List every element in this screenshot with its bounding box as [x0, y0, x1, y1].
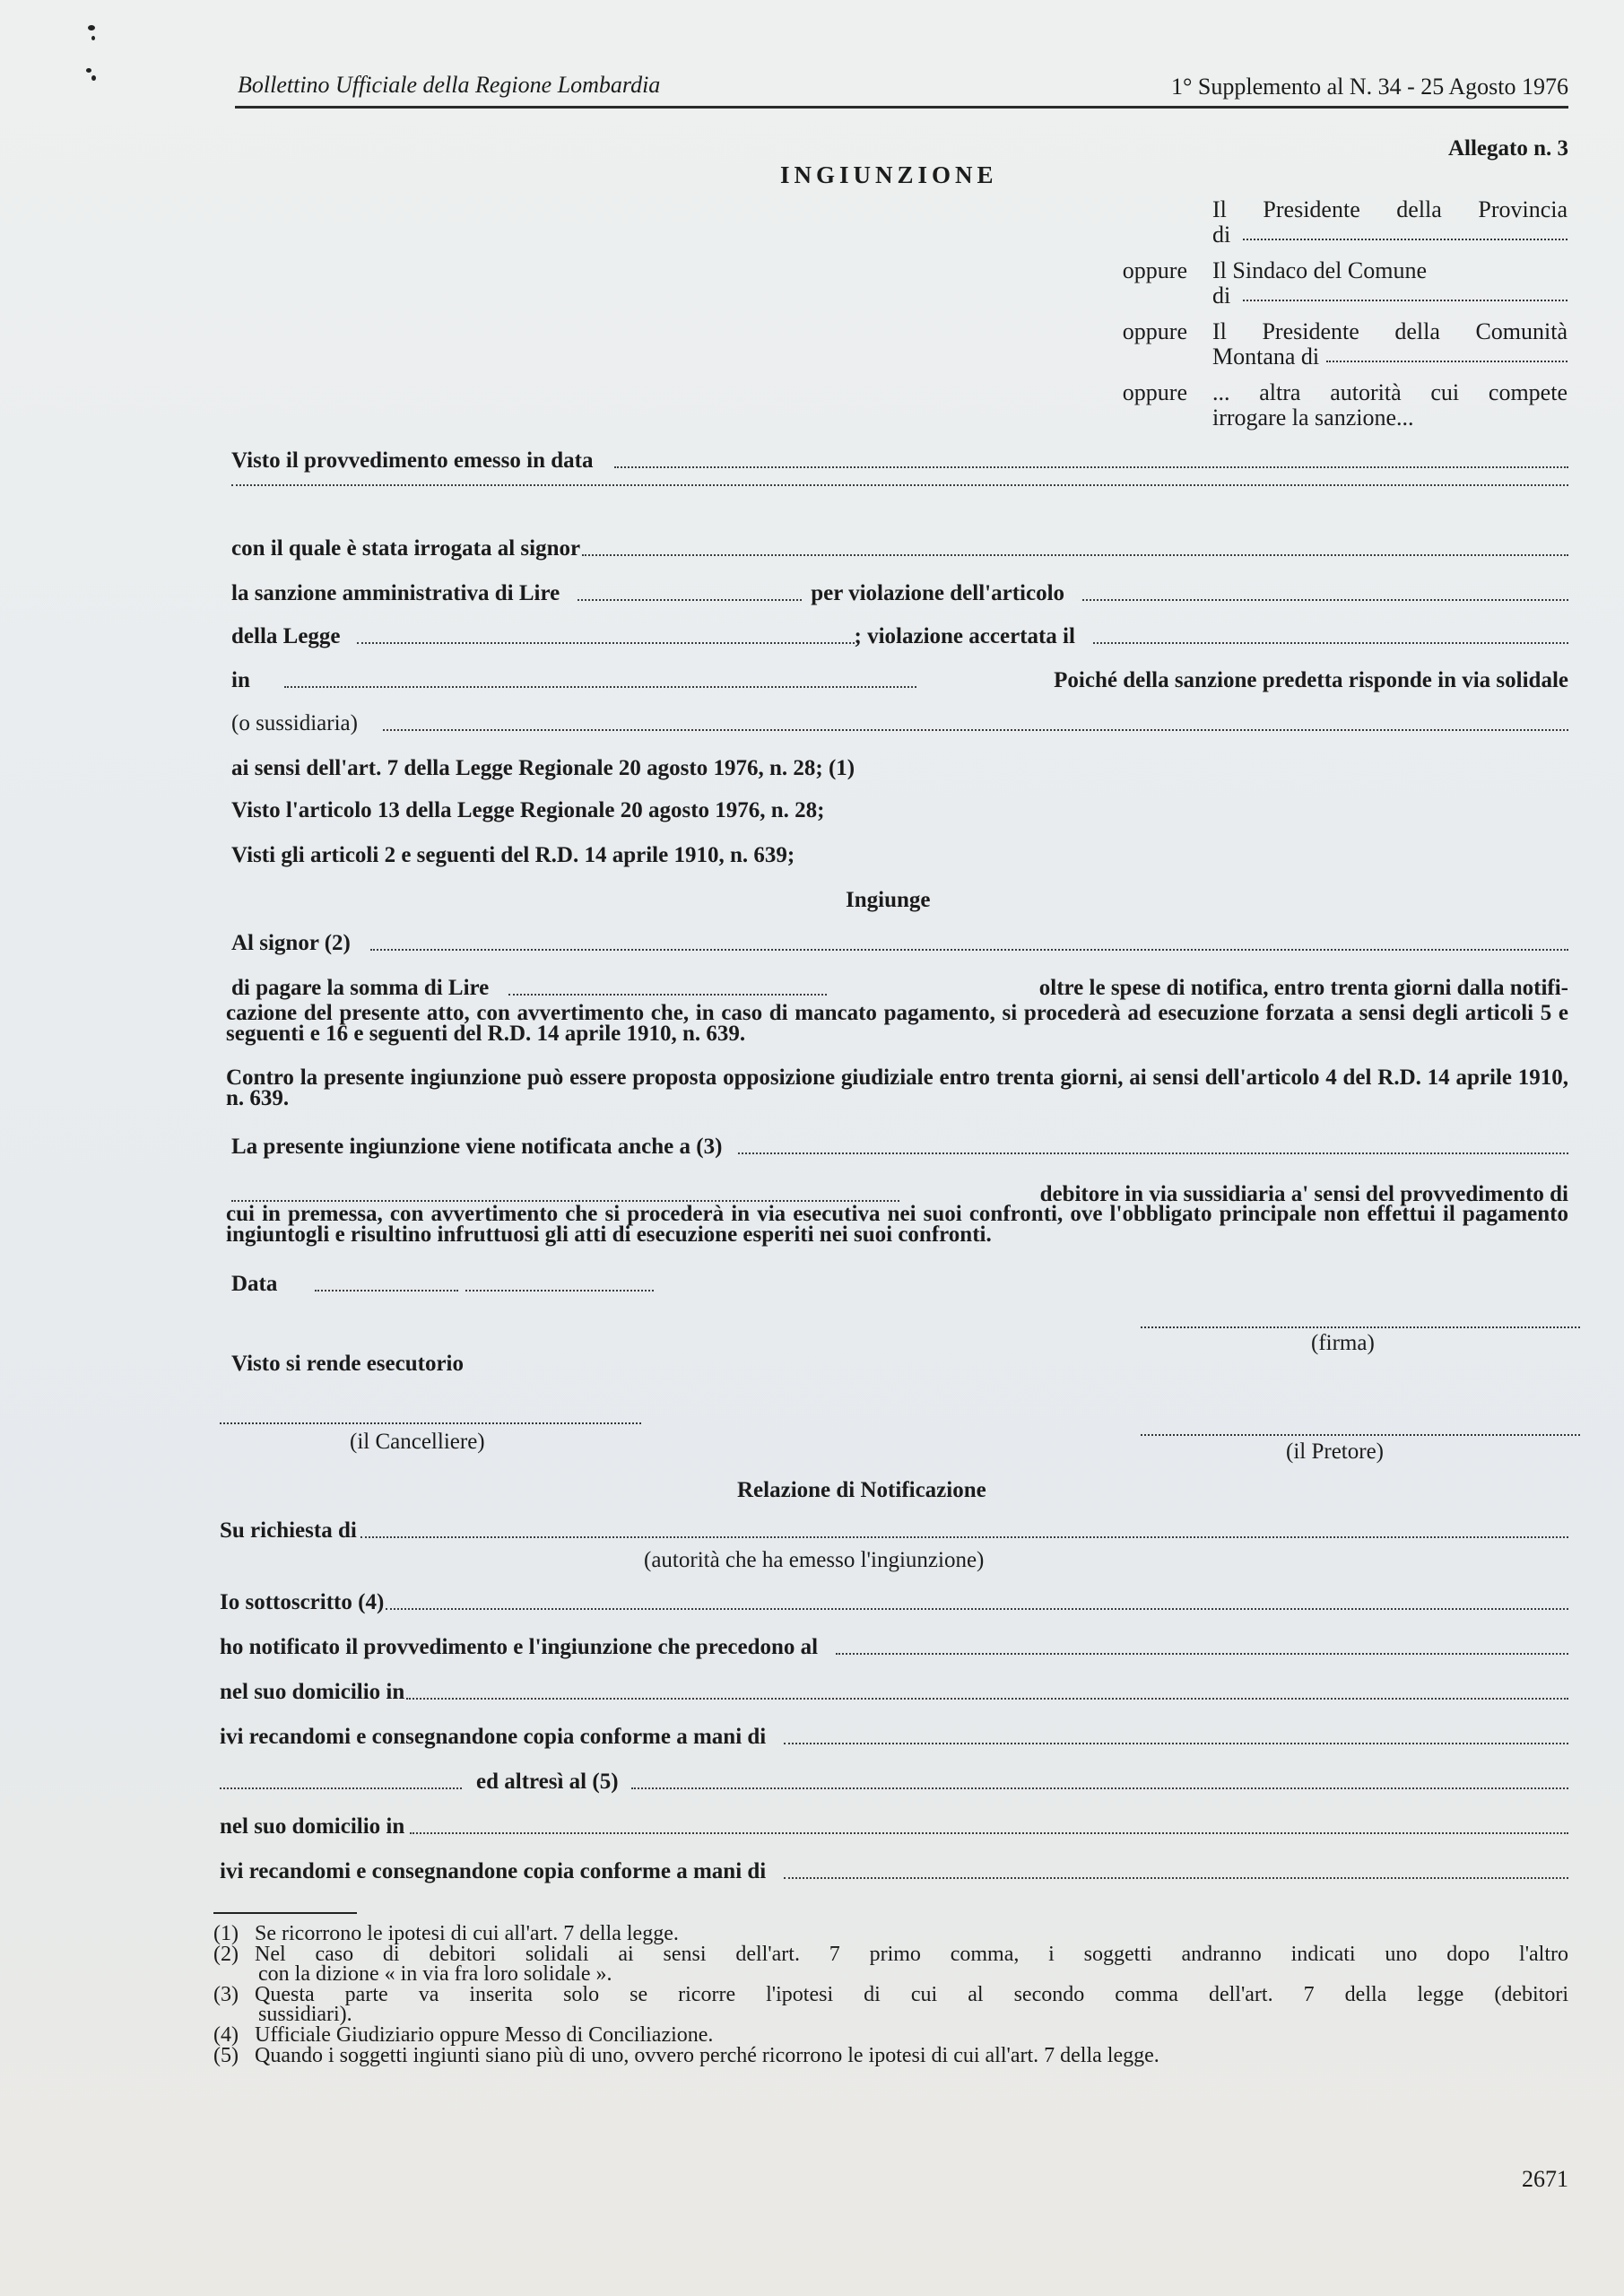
authority-3-line1: Il Presidente della Comunità: [1212, 318, 1568, 344]
label-pretore: (il Pretore): [1286, 1439, 1384, 1464]
footnote-3: [213, 1985, 1568, 2024]
footnote-3-continuation: sussidiari).: [258, 2003, 352, 2026]
field-domicilio-2[interactable]: [410, 1831, 1568, 1834]
row-sussidiaria: [231, 711, 1568, 736]
footnote-1-text: Se ricorrono le ipotesi di cui all'art. 7 della legge.: [255, 1922, 679, 1945]
label-firma: (firma): [1311, 1331, 1375, 1355]
footnote-3-text: Questa parte va inserita solo se ricorre l'ipotesi di cui al secondo comma dell'art. 7 della legge (debitori: [255, 1983, 1568, 2006]
label-oltre-spese: oltre le spese di notifica, entro trenta giorni dalla notifi-: [1038, 976, 1568, 1000]
field-al-signor[interactable]: [370, 948, 1568, 951]
row-visto-provvedimento: [231, 448, 1568, 474]
row-con-il-quale: [231, 536, 1568, 561]
row-recandomi-2: [220, 1859, 1568, 1884]
row-visto-esecutorio: [231, 1352, 464, 1377]
label-debitore: debitore in via sussidiaria a' sensi del provvedimento di: [1039, 1182, 1568, 1206]
label-visto-provvedimento: Visto il provvedimento emesso in data: [231, 448, 594, 473]
field-su-richiesta[interactable]: [360, 1535, 1568, 1538]
row-blank-continuation: [231, 489, 1568, 491]
field-recandomi-1[interactable]: [784, 1742, 1568, 1744]
text-debitore-paragraph: cui in premessa, con avvertimento che si procederà in via esecutiva nei suoi confronti, ove l'obbligato principale non effettui il pagamento ingiuntogli e risultino infruttuosi gli atti di esecuzione esperiti nei suoi confronti.: [226, 1202, 1568, 1247]
footnote-2-number: (2): [213, 1943, 239, 1966]
row-al-signor: [231, 931, 1568, 956]
relazione-heading: Relazione di Notificazione: [737, 1478, 986, 1502]
row-visti-articoli: [231, 843, 1568, 868]
header-rule: [235, 106, 1568, 109]
authority-3-line2: [1212, 344, 1568, 370]
row-notificata-anche: [231, 1135, 1568, 1160]
page-number: 2671: [1522, 2166, 1568, 2192]
ingiunge-heading: Ingiunge: [846, 888, 931, 912]
label-violazione-accertata: ; violazione accertata il: [854, 624, 1075, 648]
label-data: Data: [231, 1272, 278, 1296]
text-visti-articoli: Visti gli articoli 2 e seguenti del R.D. 14 aprile 1910, n. 639;: [231, 843, 795, 867]
row-data: [231, 1272, 654, 1297]
authority-2-line2: [1212, 283, 1568, 309]
authority-1-di: di: [1212, 222, 1231, 248]
row-di-pagare: [231, 976, 1568, 1001]
label-sussidiaria: (o sussidiaria): [231, 711, 358, 735]
firma-signature-line[interactable]: [1141, 1326, 1580, 1328]
label-io-sottoscritto: Io sottoscritto (4): [220, 1590, 385, 1614]
authority-3-montana: Montana di: [1212, 344, 1320, 370]
field-data-giorno[interactable]: [315, 1289, 458, 1292]
field-signor[interactable]: [582, 553, 1568, 556]
label-autorita-note: (autorità che ha emesso l'ingiunzione): [644, 1548, 985, 1572]
label-poiche: Poiché della sanzione predetta risponde in via solidale: [1054, 668, 1568, 692]
footnote-1: [213, 1924, 1568, 1944]
row-io-sottoscritto: [220, 1590, 1568, 1615]
field-legge[interactable]: [357, 641, 855, 644]
footnote-4-number: (4): [213, 2023, 239, 2047]
authority-1-field[interactable]: [1243, 222, 1568, 240]
label-cancelliere: (il Cancelliere): [350, 1430, 485, 1454]
authority-1-line1: Il Presidente della Provincia: [1212, 196, 1568, 222]
row-in: [231, 668, 1568, 693]
scan-speck: [91, 36, 95, 40]
field-luogo[interactable]: [284, 685, 916, 688]
field-articolo[interactable]: [1082, 598, 1568, 601]
authority-2-line1: Il Sindaco del Comune: [1212, 257, 1428, 283]
label-domicilio-2: nel suo domicilio in: [220, 1814, 405, 1839]
row-sanzione: [231, 581, 1568, 606]
authority-4-line1: ... altra autorità cui compete: [1212, 379, 1568, 405]
field-somma-lire[interactable]: [508, 993, 827, 996]
footnote-2-continuation: con la dizione « in via fra loro solidale ».: [258, 1962, 612, 1986]
authority-3-field[interactable]: [1326, 344, 1568, 362]
footnote-5-text: Quando i soggetti ingiunti siano più di uno, ovvero perché ricorrono le ipotesi di cui all'art. 7 della legge.: [255, 2044, 1159, 2067]
label-recandomi-1: ivi recandomi e consegnandone copia conforme a mani di: [220, 1725, 767, 1749]
scan-speck: [88, 25, 95, 30]
field-domicilio-1[interactable]: [406, 1697, 1568, 1700]
label-al-signor: Al signor (2): [231, 931, 351, 955]
field-data-anno[interactable]: [465, 1289, 654, 1292]
authority-2-di: di: [1212, 283, 1231, 309]
text-visto-art13: Visto l'articolo 13 della Legge Regionale 20 agosto 1976, n. 28;: [231, 798, 825, 822]
row-ho-notificato: [220, 1635, 1568, 1660]
footnote-1-number: (1): [213, 1922, 239, 1945]
text-pagare-paragraph: cazione del presente atto, con avvertimento che, in caso di mancato pagamento, si procederà ad esecuzione forzata a sensi degli articoli 5 e seguenti e 16 e seguenti del R.D. 14 aprile 1910, n. 639.: [226, 1001, 1568, 1046]
label-notificata-anche: La presente ingiunzione viene notificata anche a (3): [231, 1135, 723, 1159]
footnote-4: [213, 2025, 1568, 2045]
authority-2-field[interactable]: [1243, 283, 1568, 301]
field-notificata-anche[interactable]: [738, 1152, 1568, 1154]
label-domicilio-1: nel suo domicilio in: [220, 1680, 405, 1704]
footnote-rule: [213, 1912, 357, 1914]
publication-title: Bollettino Ufficiale della Regione Lombardia: [238, 72, 661, 98]
row-recandomi-1: [220, 1725, 1568, 1750]
field-provvedimento-continuation[interactable]: [231, 483, 1568, 486]
footnote-2-text: Nel caso di debitori solidali ai sensi dell'art. 7 primo comma, i soggetti andranno indicati uno dopo l'altro: [255, 1943, 1568, 1966]
text-contro-paragraph: Contro la presente ingiunzione può essere proposta opposizione giudiziale entro trenta giorni, ai sensi dell'articolo 4 del R.D. 14 aprile 1910, n. 639.: [226, 1065, 1568, 1110]
row-su-richiesta: [220, 1518, 1568, 1544]
footnote-4-text: Ufficiale Giudiziario oppure Messo di Conciliazione.: [255, 2023, 714, 2047]
field-data-provvedimento[interactable]: [614, 465, 1568, 468]
label-in: in: [231, 668, 250, 692]
authority-4-prefix: oppure: [1122, 379, 1187, 405]
label-ho-notificato: ho notificato il provvedimento e l'ingiunzione che precedono al: [220, 1635, 819, 1659]
attachment-label: Allegato n. 3: [1447, 136, 1568, 161]
page-title: INGIUNZIONE: [780, 161, 998, 188]
text-ai-sensi: ai sensi dell'art. 7 della Legge Regionale 20 agosto 1976, n. 28; (1): [231, 756, 855, 780]
field-obbligato-solidale[interactable]: [383, 728, 1568, 731]
field-recandomi-2[interactable]: [784, 1876, 1568, 1879]
field-importo-lire[interactable]: [578, 598, 802, 601]
footnote-list: [213, 1924, 1568, 2066]
field-data-accertamento[interactable]: [1093, 641, 1568, 644]
field-ed-altresi[interactable]: [631, 1787, 1568, 1789]
field-ed-altresi-pre[interactable]: [220, 1787, 462, 1789]
field-io-sottoscritto[interactable]: [386, 1607, 1568, 1610]
row-domicilio-1: [220, 1680, 1568, 1705]
cancelliere-signature-line[interactable]: [220, 1422, 641, 1424]
footnote-3-number: (3): [213, 1983, 239, 2006]
pretore-signature-line[interactable]: [1141, 1433, 1580, 1436]
label-ed-altresi: ed altresì al (5): [476, 1770, 619, 1794]
row-ed-altresi: [220, 1770, 1568, 1795]
label-di-pagare: di pagare la somma di Lire: [231, 976, 490, 1000]
scan-speck: [91, 75, 96, 81]
label-della-legge: della Legge: [231, 624, 341, 648]
authority-1-line2: [1212, 222, 1568, 248]
label-visto-esecutorio: Visto si rende esecutorio: [231, 1352, 464, 1376]
label-con-il-quale: con il quale è stata irrogata al signor: [231, 536, 581, 561]
field-ho-notificato[interactable]: [836, 1652, 1568, 1655]
row-ai-sensi: [231, 756, 1568, 781]
footnote-5-number: (5): [213, 2044, 239, 2067]
label-recandomi-2: ivi recandomi e consegnandone copia conforme a mani di: [220, 1859, 767, 1883]
authority-4-line2: irrogare la sanzione...: [1212, 404, 1414, 430]
row-domicilio-2: [220, 1814, 1568, 1839]
footnote-5: [213, 2046, 1568, 2066]
scan-speck: [86, 68, 91, 73]
issue-info: 1° Supplemento al N. 34 - 25 Agosto 1976: [1171, 74, 1568, 100]
row-della-legge: [231, 624, 1568, 649]
label-su-richiesta: Su richiesta di: [220, 1518, 357, 1543]
authority-3-prefix: oppure: [1122, 318, 1187, 344]
row-visto-art13: [231, 798, 1568, 823]
label-sanzione-lire: la sanzione amministrativa di Lire: [231, 581, 560, 605]
authority-2-prefix: oppure: [1122, 257, 1187, 283]
footnote-2: [213, 1944, 1568, 1984]
label-per-violazione: per violazione dell'articolo: [811, 581, 1065, 605]
